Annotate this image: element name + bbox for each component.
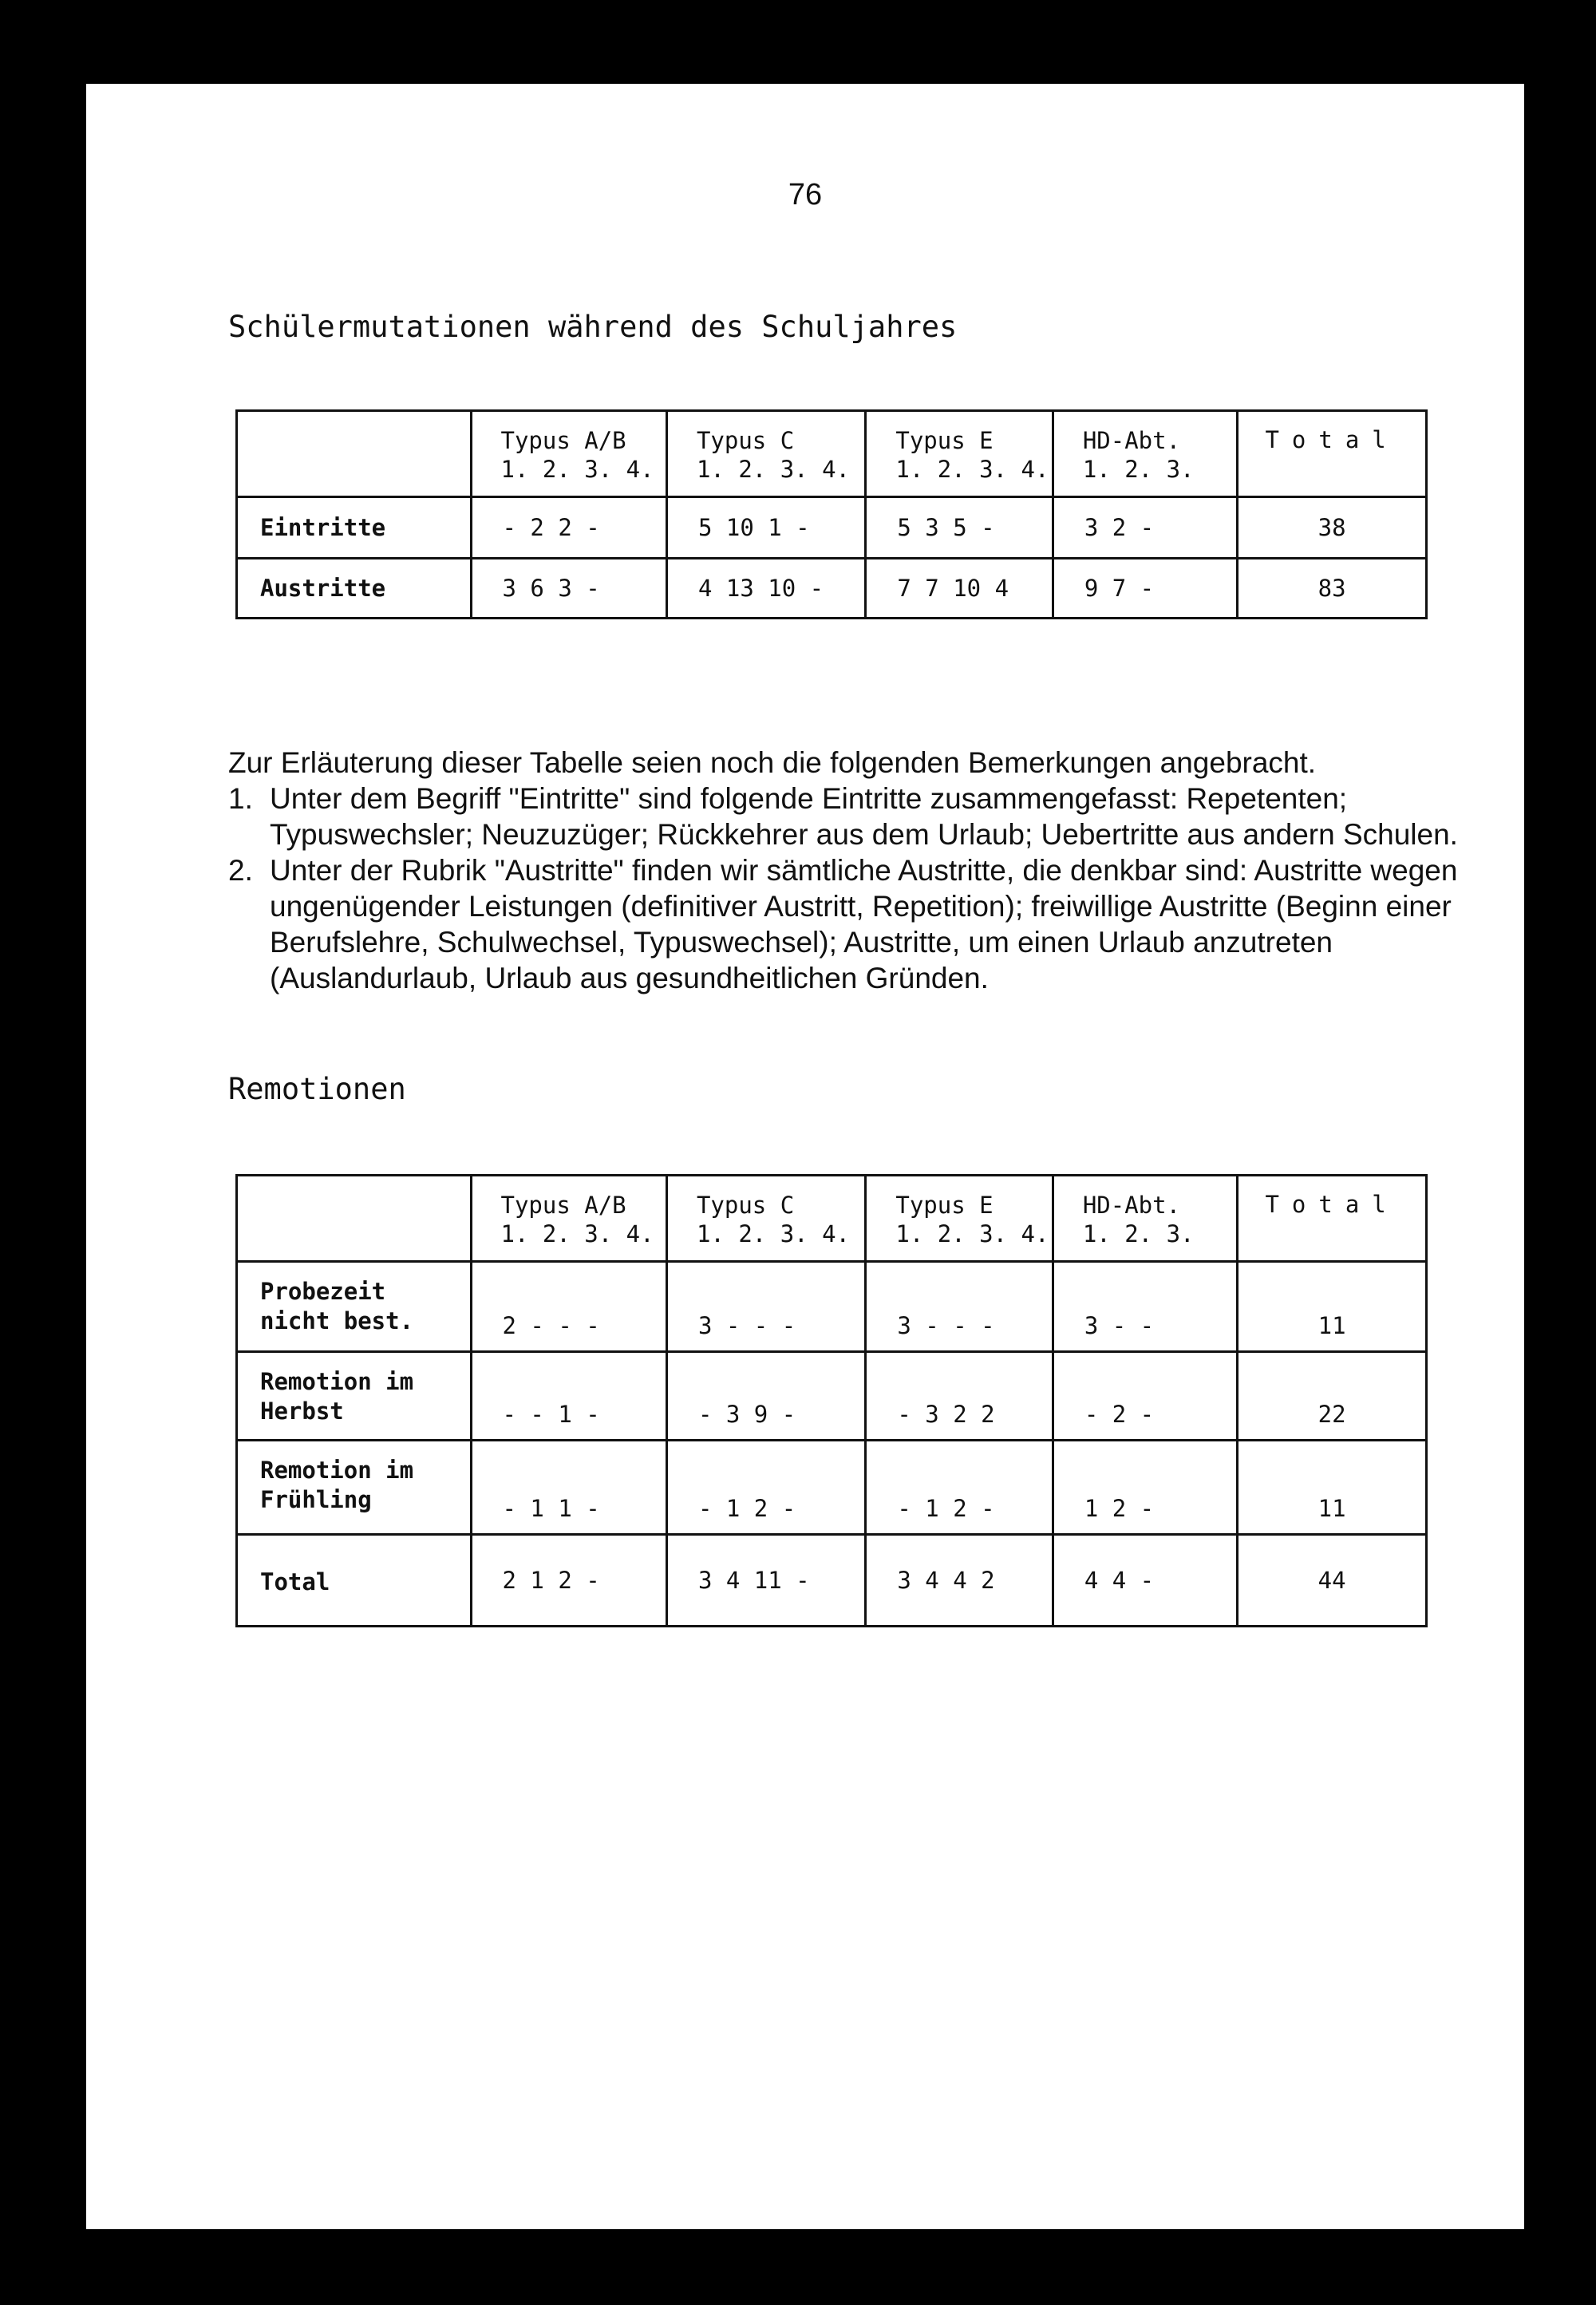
header-hd-abt: HD-Abt. 1. 2. 3. [1053,411,1237,497]
cell-typus-c: 5 10 1 - [666,497,865,559]
cell-typus-ab: 3 6 3 - [471,559,666,619]
cell-typus-c: 4 13 10 - [666,559,865,619]
cell-typus-e: 3 - - - [866,1262,1053,1352]
header-empty-cell [237,1176,472,1262]
row-label: Remotion im Herbst [237,1352,472,1441]
table-row [237,1262,1427,1352]
header-total: Total [1238,1176,1427,1262]
table-row [237,1441,1427,1535]
page-number: 76 [788,178,823,212]
table-header-row [237,411,1427,497]
header-typus-e: Typus E 1. 2. 3. 4. [866,1176,1053,1262]
cell-typus-e: 5 3 5 - [866,497,1053,559]
notes-list [228,781,1473,996]
cell-typus-ab: 2 1 2 - [471,1535,666,1627]
table-header-row [237,1176,1427,1262]
notes-intro: Zur Erläuterung dieser Tabelle seien noch die folgenden Bemerkungen angebracht. [228,746,1317,779]
remotionen-table [235,1174,1428,1627]
cell-total: 83 [1238,559,1427,619]
row-label: Austritte [237,559,472,619]
table-row [237,1535,1427,1627]
cell-hd-abt: 9 7 - [1053,559,1237,619]
row-label: Total [237,1535,472,1627]
header-typus-c: Typus C 1. 2. 3. 4. [666,411,865,497]
list-item [228,852,1473,996]
header-typus-ab: Typus A/B 1. 2. 3. 4. [471,1176,666,1262]
cell-total: 22 [1238,1352,1427,1441]
note-number: 1. [228,782,253,815]
cell-typus-ab: - 1 1 - [471,1441,666,1535]
cell-typus-e: 3 4 4 2 [866,1535,1053,1627]
cell-total: 44 [1238,1535,1427,1627]
cell-hd-abt: 4 4 - [1053,1535,1237,1627]
cell-typus-c: - 3 9 - [666,1352,865,1441]
header-typus-c: Typus C 1. 2. 3. 4. [666,1176,865,1262]
header-typus-ab: Typus A/B 1. 2. 3. 4. [471,411,666,497]
cell-total: 11 [1238,1441,1427,1535]
document-page [86,84,1524,2229]
table-row [237,559,1427,619]
header-total: Total [1238,411,1427,497]
cell-hd-abt: 3 2 - [1053,497,1237,559]
cell-typus-ab: - - 1 - [471,1352,666,1441]
cell-typus-ab: 2 - - - [471,1262,666,1352]
cell-total: 11 [1238,1262,1427,1352]
table-row [237,497,1427,559]
cell-hd-abt: - 2 - [1053,1352,1237,1441]
note-number: 2. [228,854,253,887]
list-item [228,781,1473,852]
header-empty-cell [237,411,472,497]
cell-typus-c: - 1 2 - [666,1441,865,1535]
header-typus-e: Typus E 1. 2. 3. 4. [866,411,1053,497]
cell-hd-abt: 3 - - [1053,1262,1237,1352]
cell-typus-e: - 3 2 2 [866,1352,1053,1441]
section-title-mutationen: Schülermutationen während des Schuljahres [228,310,958,344]
cell-typus-c: 3 - - - [666,1262,865,1352]
cell-typus-ab: - 2 2 - [471,497,666,559]
header-hd-abt: HD-Abt. 1. 2. 3. [1053,1176,1237,1262]
mutationen-table [235,409,1428,619]
section-title-remotionen: Remotionen [228,1072,406,1106]
notes-block [228,745,1473,996]
table-row [237,1352,1427,1441]
note-text: Unter der Rubrik "Austritte" finden wir sämtliche Austritte, die denkbar sind: Austritte wegen ungenügender Leistungen (definitiver Austritt, Repetition); freiwillige Austritte (Beginn einer Berufslehre, Schulwechsel, Typuswechsel); Austritte, um einen Urlaub anzutreten (Auslandurlaub, Urlaub aus gesundheitlichen Gründen. [270,854,1458,994]
cell-typus-e: - 1 2 - [866,1441,1053,1535]
row-label: Eintritte [237,497,472,559]
cell-typus-c: 3 4 11 - [666,1535,865,1627]
cell-total: 38 [1238,497,1427,559]
cell-typus-e: 7 7 10 4 [866,559,1053,619]
row-label: Probezeit nicht best. [237,1262,472,1352]
row-label: Remotion im Frühling [237,1441,472,1535]
cell-hd-abt: 1 2 - [1053,1441,1237,1535]
note-text: Unter dem Begriff "Eintritte" sind folgende Eintritte zusammengefasst: Repetenten; Typuswechsler; Neuzuzüger; Rückkehrer aus dem Urlaub; Uebertritte aus andern Schulen. [270,782,1458,851]
